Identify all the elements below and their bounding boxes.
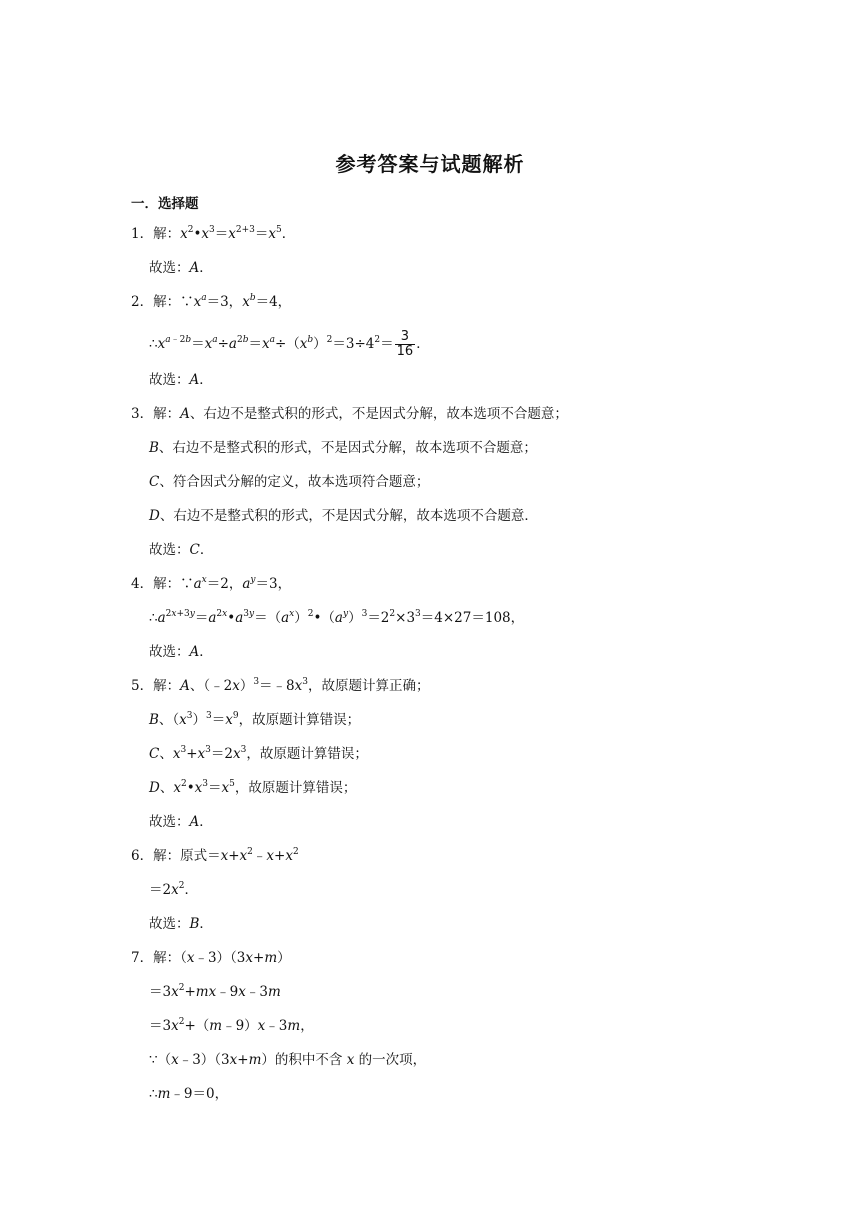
q5-line-4: D、$x^2•x^3=x^5$，故原题计算错误；	[149, 779, 357, 796]
q1-line-1: 1．解：$x^2•x^3=x^{2+3}=x^5$．	[131, 225, 296, 242]
fraction: $\frac{3}{16}$	[396, 329, 414, 359]
q6-line-1: 6．解：原式$=x+x^2﹣x+x^2$	[131, 847, 299, 864]
q7-line-4: ∵（x﹣3）（3x+m）的积中不含 x 的一次项，	[149, 1052, 427, 1068]
q7-line-1: 7．解：（x﹣3）（3x+m）	[131, 950, 291, 966]
question-number: 7．	[131, 950, 154, 966]
q2-line-1: 2．解：$\because x^a=3$，$x^b=4$，	[131, 293, 292, 310]
q4-line-2: $\therefore a^{2x+3y}=a^{2x}•a^{3y}=(a^x)^2•(a^y)^3=2^2\times 3^3=4\times 27=108$，	[149, 609, 525, 626]
q6-line-3: 故选：B．	[149, 916, 213, 932]
q4-line-1: 4．解：$\because a^x=2$，$a^y=3$，	[131, 575, 292, 592]
q7-line-5: ∴m﹣9＝0，	[149, 1086, 229, 1102]
question-number: 6．	[131, 848, 154, 864]
q5-line-5: 故选：A．	[149, 814, 213, 830]
q3-line-2: B、右边不是整式积的形式，不是因式分解，故本选项不合题意；	[149, 440, 537, 456]
q2-line-3: 故选：A．	[149, 372, 213, 388]
question-number: 2．	[131, 294, 154, 310]
q1-line-2: 故选：A．	[149, 260, 213, 276]
question-number: 3．	[131, 406, 154, 422]
q3-line-1: 3．解：A、右边不是整式积的形式，不是因式分解，故本选项不合题意；	[131, 406, 568, 422]
q5-line-3: C、$x^3+x^3=2x^3$，故原题计算错误；	[149, 745, 368, 762]
page-title: 参考答案与试题解析	[335, 152, 525, 176]
q5-line-2: B、$(x^3)^3=x^9$，故原题计算错误；	[149, 711, 361, 728]
question-number: 4．	[131, 576, 154, 592]
question-number: 5．	[131, 678, 154, 694]
q7-line-2: $=3x^2+mx﹣9x﹣3m$	[149, 983, 281, 1000]
question-number: 1．	[131, 226, 154, 242]
q4-line-3: 故选：A．	[149, 644, 213, 660]
q3-line-4: D、右边不是整式积的形式，不是因式分解，故本选项不合题意．	[149, 508, 538, 524]
q7-line-3: $=3x^2+(m﹣9)x﹣3m$，	[149, 1017, 314, 1034]
q3-line-5: 故选：C．	[149, 542, 214, 558]
q5-line-1: 5．解：A、$(﹣2x)^3=﹣8x^3$，故原题计算正确；	[131, 677, 430, 694]
q6-line-2: $=2x^2$．	[149, 881, 198, 898]
section-heading: 一．选择题	[131, 196, 199, 212]
q2-line-2: $\therefore x^{a﹣2b}=x^a\div a^{2b}=x^a\div(x^b)^2=3\div 4^2=$ $\frac{3}{16}$ ．	[149, 329, 430, 359]
q3-line-3: C、符合因式分解的定义，故本选项符合题意；	[149, 474, 430, 490]
